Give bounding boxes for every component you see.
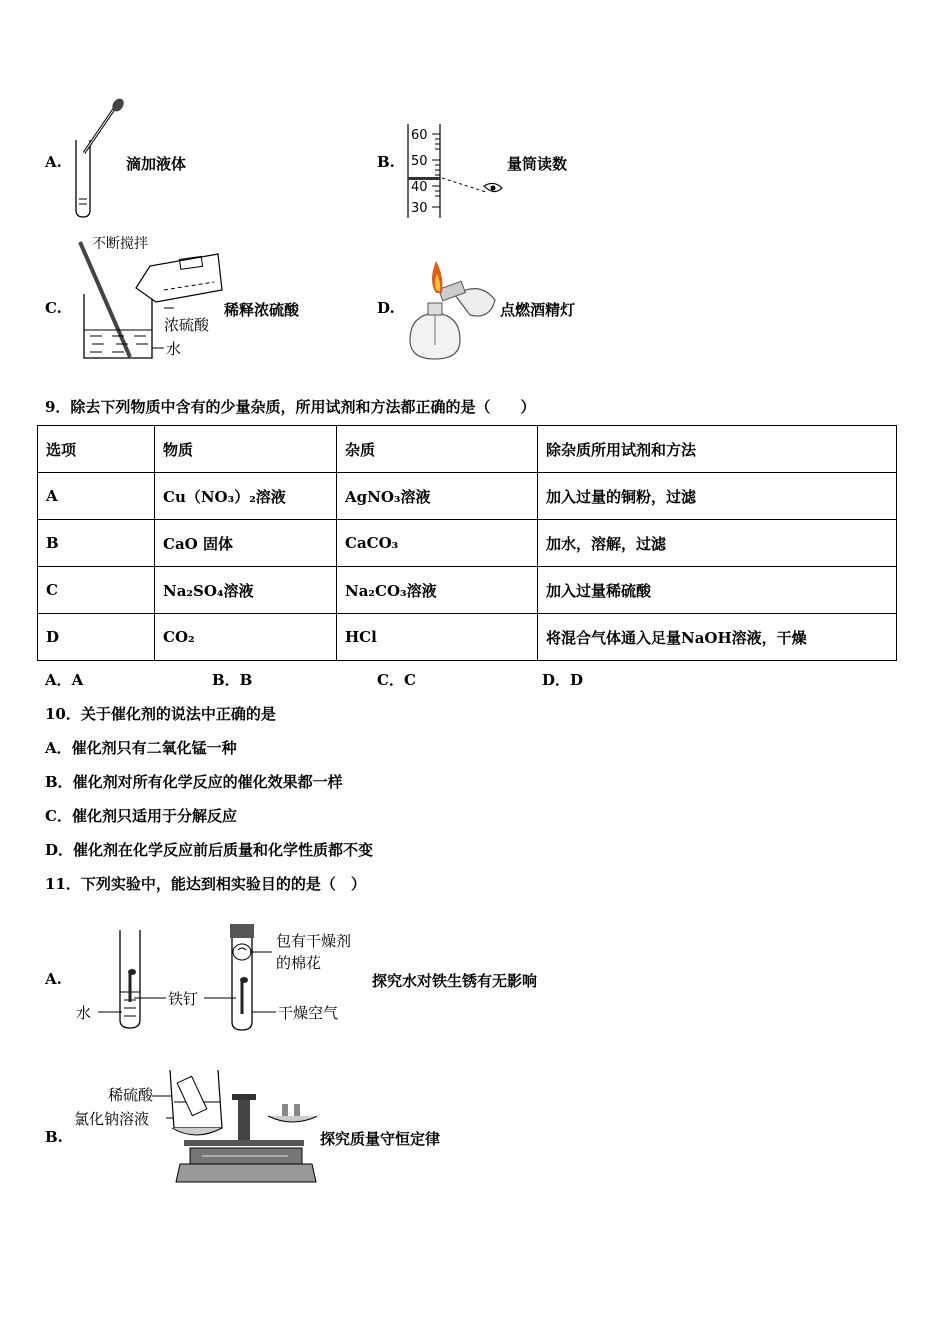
q9-table <box>37 425 897 661</box>
q11-stem: 11．下列实验中，能达到相实验目的的是（ ） <box>45 875 366 893</box>
header-method: 除杂质所用试剂和方法 <box>538 426 897 473</box>
label-water: 水 <box>166 340 182 358</box>
table-row <box>38 520 897 567</box>
label-dry-air: 干燥空气 <box>278 1004 339 1022</box>
header-impurity: 杂质 <box>337 426 538 473</box>
label-nacl: 氯化钠溶液 <box>74 1110 150 1128</box>
cylinder-tick-40: 40 <box>411 180 428 195</box>
balance-figure <box>72 1066 317 1186</box>
q8-option-d-letter: D. <box>377 299 395 317</box>
header-option: 选项 <box>38 426 155 473</box>
q9-option-d[interactable]: D．D <box>542 671 584 689</box>
label-nail: 铁钉 <box>168 990 199 1008</box>
table-row <box>38 614 897 661</box>
q8-option-b-caption: 量筒读数 <box>507 155 568 173</box>
cylinder-tick-50: 50 <box>411 154 428 169</box>
q9-option-a[interactable]: A．A <box>45 671 84 689</box>
q11-option-a-caption: 探究水对铁生锈有无影响 <box>372 972 538 990</box>
q8-option-a-letter: A. <box>45 153 62 171</box>
dilute-acid-figure <box>72 232 224 367</box>
q9-stem: 9．除去下列物质中含有的少量杂质，所用试剂和方法都正确的是（ ） <box>45 398 536 416</box>
cell-option: C <box>38 567 155 614</box>
cylinder-tick-60: 60 <box>411 128 428 143</box>
q10-option-b[interactable]: B．催化剂对所有化学反应的催化效果都一样 <box>45 773 343 791</box>
q10-stem: 10．关于催化剂的说法中正确的是 <box>45 705 276 723</box>
q10-option-a[interactable]: A．催化剂只有二氧化锰一种 <box>45 739 237 757</box>
cell-impurity: CaCO₃ <box>337 520 538 567</box>
cell-method: 将混合气体通入足量NaOH溶液，干燥 <box>538 614 897 661</box>
q8-option-c-caption: 稀释浓硫酸 <box>224 301 300 319</box>
q9-option-b[interactable]: B．B <box>212 671 253 689</box>
q8-option-c-letter: C. <box>45 299 62 317</box>
label-cotton-1: 包有干燥剂 <box>276 932 352 950</box>
q10-option-c[interactable]: C．催化剂只适用于分解反应 <box>45 807 237 825</box>
cell-option: D <box>38 614 155 661</box>
label-cotton-2: 的棉花 <box>276 954 322 972</box>
q11-option-a-letter: A. <box>45 970 62 988</box>
header-substance: 物质 <box>155 426 337 473</box>
label-water: 水 <box>76 1004 92 1022</box>
q10-option-d[interactable]: D．催化剂在化学反应前后质量和化学性质都不变 <box>45 841 374 859</box>
label-acid: 稀硫酸 <box>108 1086 154 1104</box>
q11-option-b-letter: B. <box>45 1128 63 1146</box>
label-stir: 不断搅拌 <box>92 236 148 252</box>
table-row <box>38 567 897 614</box>
cell-method: 加入过量的铜粉，过滤 <box>538 473 897 520</box>
cell-method: 加水，溶解，过滤 <box>538 520 897 567</box>
cell-impurity: Na₂CO₃溶液 <box>337 567 538 614</box>
cell-method: 加入过量稀硫酸 <box>538 567 897 614</box>
label-acid: 浓硫酸 <box>164 316 210 334</box>
table-header-row <box>38 426 897 473</box>
cell-option: A <box>38 473 155 520</box>
cell-substance: CaO 固体 <box>155 520 337 567</box>
cell-impurity: AgNO₃溶液 <box>337 473 538 520</box>
q8-option-d-caption: 点燃酒精灯 <box>500 301 576 319</box>
alcohol-lamp-figure <box>400 255 500 365</box>
dropper-test-tube-figure <box>62 95 132 225</box>
q11-option-b-caption: 探究质量守恒定律 <box>320 1130 441 1148</box>
q9-option-c[interactable]: C．C <box>377 671 416 689</box>
graduated-cylinder-figure <box>400 122 510 222</box>
cell-substance: CO₂ <box>155 614 337 661</box>
cell-impurity: HCl <box>337 614 538 661</box>
q8-option-a-caption: 滴加液体 <box>126 155 187 173</box>
cylinder-tick-30: 30 <box>411 201 428 216</box>
cell-substance: Na₂SO₄溶液 <box>155 567 337 614</box>
cell-substance: Cu（NO₃）₂溶液 <box>155 473 337 520</box>
table-row <box>38 473 897 520</box>
cell-option: B <box>38 520 155 567</box>
q8-option-b-letter: B. <box>377 153 395 171</box>
iron-rust-figure <box>72 922 362 1034</box>
